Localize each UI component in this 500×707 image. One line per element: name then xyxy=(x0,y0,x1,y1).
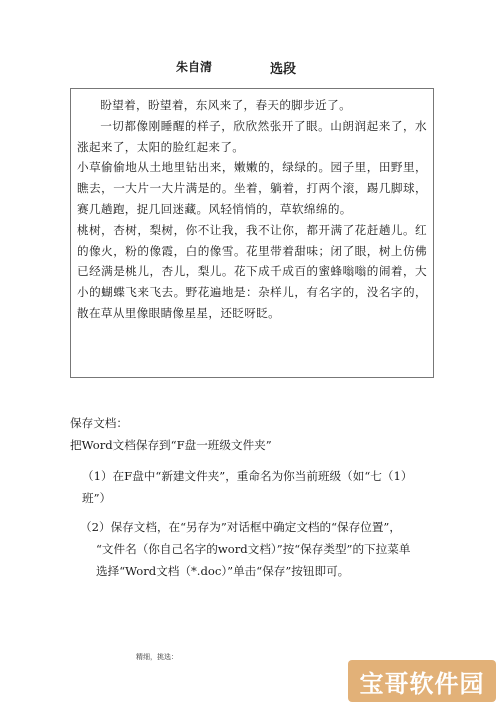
passage-box xyxy=(70,88,434,378)
watermark-text: 宝哥软件园 xyxy=(359,669,485,698)
instruction-step-1: （1）在F盘中“新建文件夹”，重命名为你当前班级（如“七（1）班”） xyxy=(82,469,407,505)
save-instructions xyxy=(70,412,440,456)
passage-paragraph-3: 小草偷偷地从土地里钻出来，嫩嫩的，绿绿的。园子里，田野里，瞧去，一大片一大片满是的。坐着，躺着，打两个滚，踢几脚球，赛几趟跑，捉几回迷藏。风轻悄悄的，草软绵绵的。 xyxy=(77,160,427,216)
watermark-logo xyxy=(348,660,496,702)
section-title: 选段 xyxy=(270,62,297,77)
passage-paragraph-4: 桃树，杏树，梨树，你不让我，我不让你，都开满了花赶趟儿。红的像火，粉的像霞，白的像雪。花里带着甜味；闭了眼，树上仿佛已经满是桃儿，杏儿，梨儿。花下成千成百的蜜蜂嗡嗡的闹着，大小的蝴蝶飞来飞去。野花遍地是：杂样儿，有名字的，没名字的，散在草从里像眼睛像星星，还眨呀眨。 xyxy=(77,222,427,320)
instructions-heading: 保存文档： xyxy=(70,416,128,430)
author-name: 朱自清 xyxy=(176,60,213,74)
passage-paragraph-2: 一切都像刚睡醒的样子，欣欣然张开了眼。山朗润起来了，水涨起来了，太阳的脸红起来了。 xyxy=(77,118,427,154)
footer-note: 精细，挑选： xyxy=(136,653,178,661)
instructions-intro: 把Word文档保存到“F盘一班级文件夹” xyxy=(70,438,272,452)
document-header xyxy=(0,58,500,78)
instruction-step-2-line-1: （2）保存文档，在“另存为”对话框中确定文档的“保存位置”， xyxy=(80,520,401,534)
instruction-step-2 xyxy=(80,516,420,582)
passage-paragraph-1: 盼望着，盼望着，东风来了，春天的脚步近了。 xyxy=(100,98,352,112)
instruction-step-2-line-2: “文件名（你自己名字的word文档）”按“保存类型”的下拉菜单选择“Word文档（*.doc）”单击“保存”按钮即可。 xyxy=(96,542,411,578)
